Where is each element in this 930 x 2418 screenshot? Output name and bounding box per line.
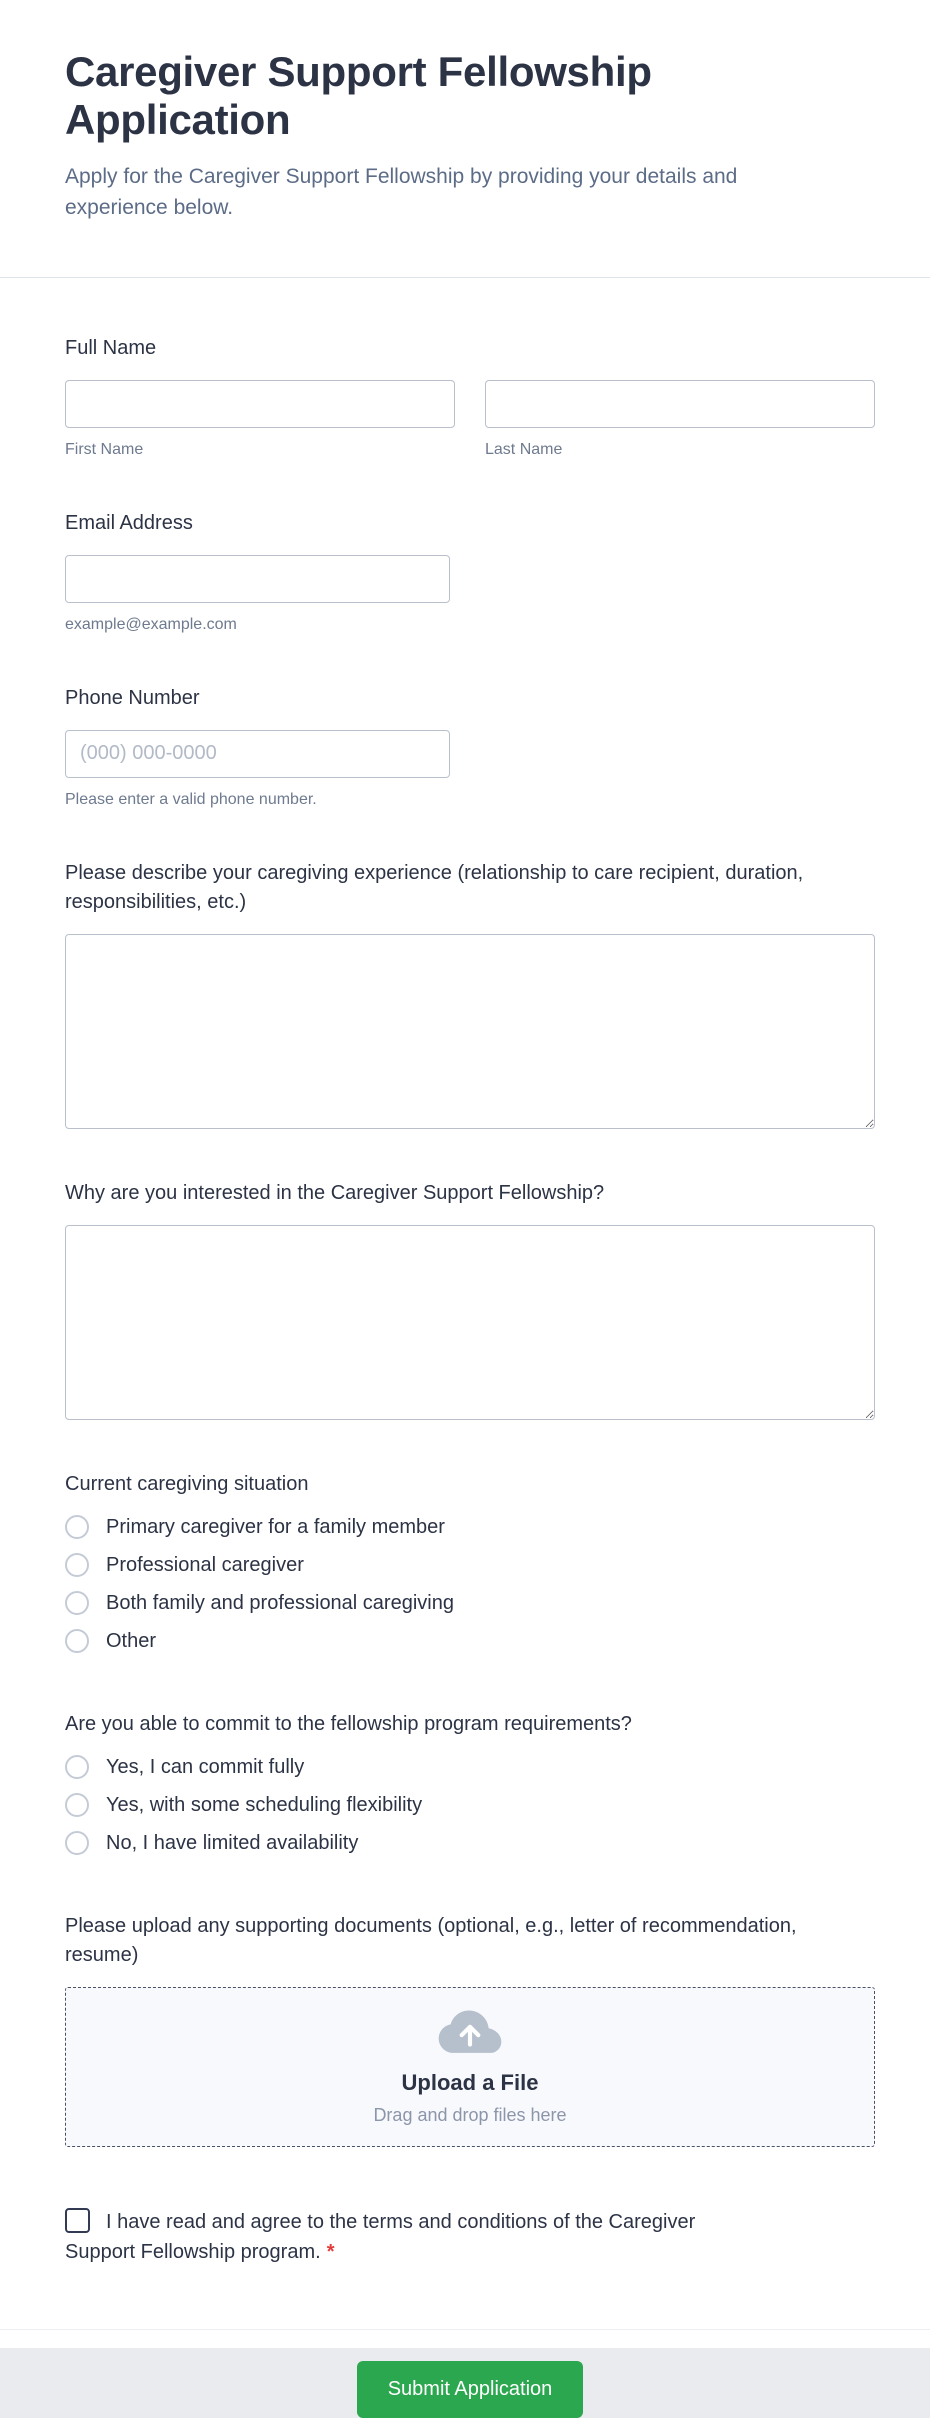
radio-icon[interactable] [65, 1793, 89, 1817]
situation-radio-group [65, 1515, 875, 1653]
field-full-name [65, 334, 875, 459]
commitment-radio-group [65, 1755, 875, 1855]
last-name-input[interactable] [485, 380, 875, 428]
commitment-option-2-label: Yes, with some scheduling flexibility [106, 1793, 423, 1816]
cloud-upload-icon [435, 2007, 505, 2060]
name-row [65, 380, 875, 459]
page-title: Caregiver Support Fellowship Application [65, 48, 652, 144]
field-upload [65, 1912, 875, 2147]
last-name-sublabel: Last Name [485, 440, 563, 458]
situation-option-1-label: Primary caregiver for a family member [106, 1515, 445, 1538]
first-name-input[interactable] [65, 380, 455, 428]
commitment-option-2[interactable] [65, 1793, 875, 1817]
experience-label: Please describe your caregiving experience (relationship to care recipient, duration, responsibilities, etc.) [65, 861, 804, 913]
commitment-option-3[interactable] [65, 1831, 875, 1855]
submit-area [0, 2330, 930, 2418]
radio-icon[interactable] [65, 1515, 89, 1539]
field-interest [65, 1179, 875, 1420]
situation-option-2-label: Professional caregiver [106, 1553, 304, 1576]
radio-icon[interactable] [65, 1755, 89, 1779]
experience-textarea[interactable] [65, 934, 875, 1129]
situation-option-3-label: Both family and professional caregiving [106, 1591, 454, 1614]
page-subtitle: Apply for the Caregiver Support Fellowship by providing your details and experience below. [65, 164, 738, 219]
interest-textarea[interactable] [65, 1225, 875, 1420]
situation-option-4-label: Other [106, 1629, 157, 1652]
terms-label: I have read and agree to the terms and conditions of the Caregiver Support Fellowship program. [65, 2210, 696, 2263]
first-name-sublabel: First Name [65, 440, 144, 458]
field-terms [65, 2207, 875, 2267]
field-email [65, 509, 875, 634]
situation-option-3[interactable] [65, 1591, 875, 1615]
form-body [0, 278, 930, 2267]
commitment-option-1-label: Yes, I can commit fully [106, 1755, 305, 1778]
upload-hint: Drag and drop files here [373, 2105, 567, 2126]
radio-icon[interactable] [65, 1629, 89, 1653]
email-label: Email Address [65, 511, 193, 534]
form-header [0, 0, 930, 223]
situation-option-2[interactable] [65, 1553, 875, 1577]
upload-title: Upload a File [401, 2070, 539, 2096]
field-commitment [65, 1710, 875, 1855]
commitment-option-3-label: No, I have limited availability [106, 1831, 359, 1854]
terms-row [65, 2207, 755, 2267]
upload-label: Please upload any supporting documents (optional, e.g., letter of recommendation, resume) [65, 1914, 797, 1966]
field-phone [65, 684, 875, 809]
phone-label: Phone Number [65, 686, 200, 709]
last-name-col [485, 380, 875, 459]
radio-icon[interactable] [65, 1553, 89, 1577]
commitment-option-1[interactable] [65, 1755, 875, 1779]
terms-checkbox[interactable] [65, 2208, 90, 2233]
email-input[interactable] [65, 555, 450, 603]
phone-sublabel: Please enter a valid phone number. [65, 790, 317, 808]
submit-button[interactable]: Submit Application [357, 2361, 583, 2418]
required-asterisk: * [326, 2240, 335, 2263]
radio-icon[interactable] [65, 1831, 89, 1855]
radio-icon[interactable] [65, 1591, 89, 1615]
situation-option-4[interactable] [65, 1629, 875, 1653]
situation-label: Current caregiving situation [65, 1472, 309, 1495]
field-experience [65, 859, 875, 1129]
first-name-col [65, 380, 455, 459]
full-name-label: Full Name [65, 336, 157, 359]
email-sublabel: example@example.com [65, 615, 237, 633]
interest-label: Why are you interested in the Caregiver Support Fellowship? [65, 1181, 605, 1204]
file-upload-dropzone[interactable] [65, 1987, 875, 2147]
situation-option-1[interactable] [65, 1515, 875, 1539]
commitment-label: Are you able to commit to the fellowship program requirements? [65, 1712, 632, 1735]
field-situation [65, 1470, 875, 1653]
phone-input[interactable] [65, 730, 450, 778]
